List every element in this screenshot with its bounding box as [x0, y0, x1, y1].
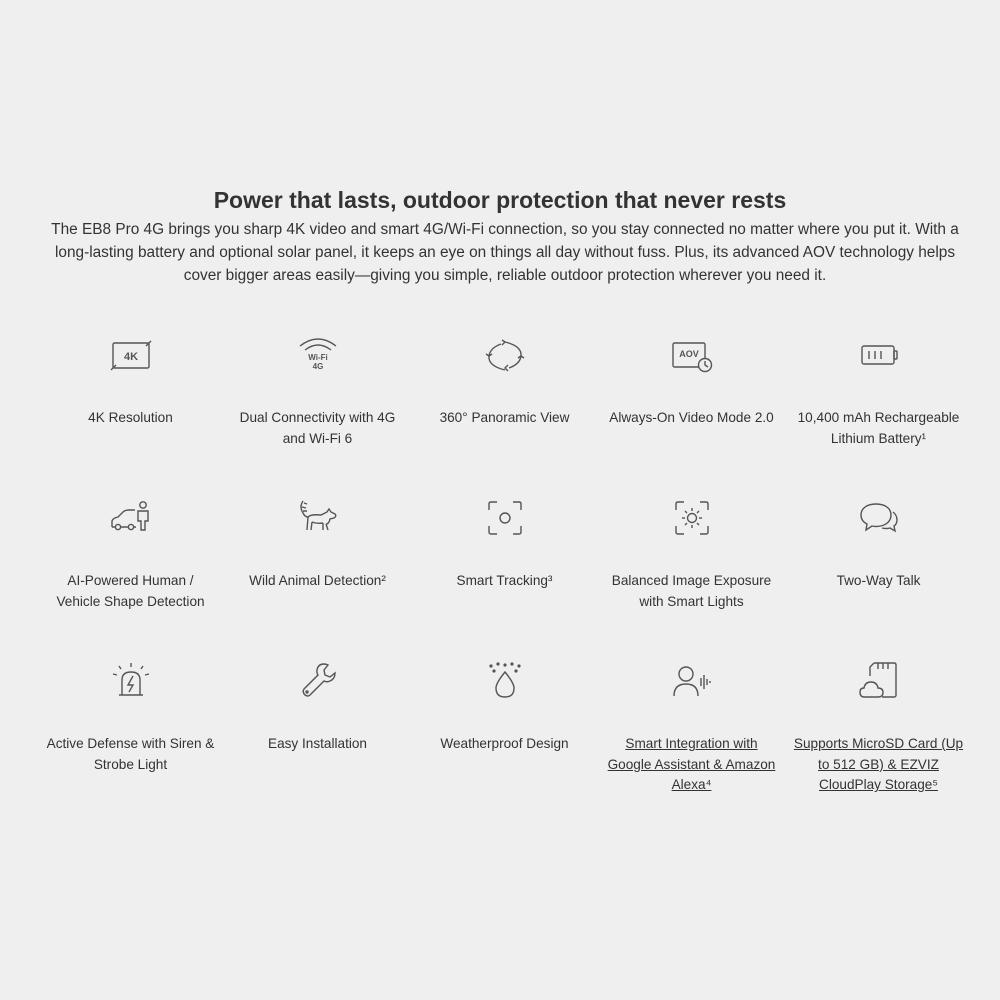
- wifi-4g-icon: [297, 334, 339, 376]
- siren-icon: [110, 660, 152, 702]
- smart-integration-link[interactable]: Smart Integration with Google Assistant & Amazon Alexa⁴: [607, 736, 776, 793]
- wrench-icon: [297, 660, 339, 702]
- chat-bubbles-icon: [858, 497, 900, 539]
- feature-two-way-talk: [785, 493, 972, 643]
- feature-label: Dual Connectivity with 4G and Wi-Fi 6: [239, 410, 396, 446]
- feature-label: 10,400 mAh Rechargeable Lithium Battery¹: [797, 410, 960, 446]
- 4k-icon-text: 4K: [123, 351, 139, 363]
- feature-label: 4K Resolution: [88, 410, 173, 425]
- 4k-icon: [110, 334, 152, 376]
- panoramic-rotate-icon: [484, 334, 526, 376]
- feature-wild-animal-detection: [224, 493, 411, 643]
- smart-tracking-icon: [484, 497, 526, 539]
- section-title: Power that lasts, outdoor protection that never rests: [213, 187, 787, 213]
- human-vehicle-detection-icon: [110, 497, 152, 539]
- feature-row: [37, 330, 972, 480]
- feature-label: Active Defense with Siren & Strobe Light: [46, 736, 215, 772]
- voice-assistant-icon: [671, 660, 713, 702]
- feature-label: Weatherproof Design: [440, 736, 569, 751]
- feature-4k-resolution: [37, 330, 224, 480]
- sd-card-cloud-icon: [858, 660, 900, 702]
- feature-row: [37, 493, 972, 643]
- feature-smart-integration: [598, 656, 785, 806]
- battery-icon: [858, 334, 900, 376]
- feature-label: Balanced Image Exposure with Smart Lights: [611, 573, 772, 609]
- water-drop-icon: [484, 660, 526, 702]
- feature-label: Smart Tracking³: [456, 573, 553, 588]
- wild-animal-icon: [297, 497, 339, 539]
- microsd-cloud-link[interactable]: Supports MicroSD Card (Up to 512 GB) & EZVIZ CloudPlay Storage⁵: [793, 736, 964, 793]
- feature-label: Easy Installation: [268, 736, 367, 751]
- feature-microsd-cloud: [785, 656, 972, 806]
- feature-panoramic-view: [411, 330, 598, 480]
- wifi-icon-text: Wi-Fi: [308, 353, 328, 362]
- section-description: The EB8 Pro 4G brings you sharp 4K video and smart 4G/Wi-Fi connection, so you stay connected no matter where you put it. With a long-lasting battery and optional solar panel, it keeps an eye on things all day without fuss. Plus, its advanced AOV technology helps cover bigger areas easily—giving you simple, reliable outdoor protection wherever you need it.: [51, 221, 959, 284]
- feature-label: AI-Powered Human / Vehicle Shape Detection: [56, 573, 205, 609]
- feature-balanced-exposure: [598, 493, 785, 643]
- feature-weatherproof: [411, 656, 598, 806]
- aov-icon-text: AOV: [679, 349, 699, 359]
- feature-always-on-video: [598, 330, 785, 480]
- feature-active-defense: [37, 656, 224, 806]
- feature-dual-connectivity: [224, 330, 411, 480]
- feature-row: [37, 656, 972, 806]
- feature-battery: [785, 330, 972, 480]
- feature-smart-tracking: [411, 493, 598, 643]
- feature-human-vehicle-detection: [37, 493, 224, 643]
- aov-clock-icon: [671, 334, 713, 376]
- 4g-icon-text: 4G: [312, 362, 324, 371]
- feature-label: 360° Panoramic View: [439, 410, 570, 425]
- feature-label: Two-Way Talk: [836, 573, 921, 588]
- feature-easy-installation: [224, 656, 411, 806]
- exposure-sun-icon: [671, 497, 713, 539]
- feature-label: Wild Animal Detection²: [249, 573, 386, 588]
- feature-label: Always-On Video Mode 2.0: [609, 410, 774, 425]
